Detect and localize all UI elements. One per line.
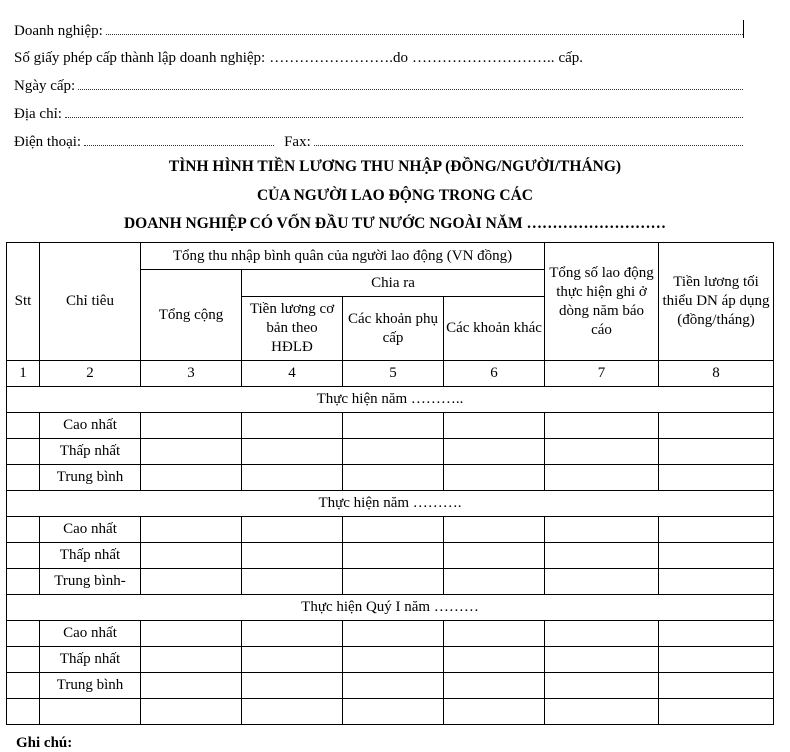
row-label: Cao nhất [40,621,141,647]
license-by-label: do [392,50,408,66]
date-label: Ngày cấp: [14,78,76,94]
cell[interactable] [242,465,343,491]
table-row [7,543,774,569]
company-label: Doanh nghiệp: [14,23,103,39]
cell[interactable] [545,465,659,491]
header-allowances: Các khoản phụ cấp [343,297,444,361]
cell[interactable] [545,569,659,595]
cell[interactable] [444,413,545,439]
cell[interactable] [545,439,659,465]
cell[interactable] [7,413,40,439]
col-number: 6 [444,361,545,387]
row-label: Thấp nhất [40,543,141,569]
cell[interactable] [242,673,343,699]
cell[interactable] [7,517,40,543]
cell[interactable] [242,439,343,465]
cell[interactable] [545,673,659,699]
cell[interactable] [343,621,444,647]
cell[interactable] [141,673,242,699]
col-number: 1 [7,361,40,387]
cell[interactable] [659,517,774,543]
cell[interactable] [343,699,444,725]
text-cursor [743,20,744,38]
date-line [14,73,745,95]
cell[interactable] [545,647,659,673]
cell[interactable] [7,439,40,465]
title-line-3: DOANH NGHIỆP CÓ VỐN ĐẦU TƯ NƯỚC NGOÀI NĂM ……………………… [123,215,667,232]
cell[interactable] [545,699,659,725]
cell[interactable] [141,517,242,543]
phone-label: Điện thoại: [14,134,82,150]
section-title: Thực hiện Quý I năm ……… [7,595,774,621]
table-row [7,647,774,673]
cell[interactable] [444,465,545,491]
footer-note-label: Ghi chú: [16,735,73,751]
header-min-wage: Tiền lương tối thiểu DN áp dụng (đồng/tháng) [659,243,774,361]
col-number: 3 [141,361,242,387]
income-table [6,242,774,725]
cell[interactable] [659,413,774,439]
table-row [7,465,774,491]
row-label: Thấp nhất [40,439,141,465]
address-line [14,101,745,123]
address-label: Địa chỉ: [14,106,62,122]
cell[interactable] [7,647,40,673]
cell[interactable] [242,517,343,543]
header-total-workers: Tổng số lao động thực hiện ghi ở dòng năm báo cáo [545,243,659,361]
cell[interactable] [659,647,774,673]
cell[interactable] [444,699,545,725]
license-by-field[interactable]: ……………………….. [411,50,555,66]
cell[interactable] [242,413,343,439]
table-row [7,673,774,699]
cell[interactable] [141,699,242,725]
license-issued-label: cấp. [558,50,584,66]
row-label: Cao nhất [40,517,141,543]
header-base-salary: Tiền lương cơ bản theo HĐLĐ [242,297,343,361]
fax-label: Fax: [284,134,311,150]
cell[interactable] [545,413,659,439]
cell[interactable] [343,647,444,673]
title-line-2: CỦA NGƯỜI LAO ĐỘNG TRONG CÁC [256,187,533,204]
table-row [7,413,774,439]
cell[interactable] [444,621,545,647]
cell[interactable] [141,647,242,673]
date-field[interactable] [78,88,743,90]
fax-field[interactable] [314,144,743,146]
col-number: 5 [343,361,444,387]
section-title: Thực hiện năm ………. [7,491,774,517]
cell[interactable] [545,543,659,569]
row-label: Cao nhất [40,413,141,439]
license-label: Số giấy phép cấp thành lập doanh nghiệp: [14,50,266,66]
company-line [14,18,745,40]
cell[interactable] [444,569,545,595]
cell[interactable] [343,413,444,439]
row-label: Trung bình [40,465,141,491]
phone-field[interactable] [84,144,274,146]
cell[interactable] [343,543,444,569]
cell[interactable] [444,673,545,699]
cell[interactable] [444,439,545,465]
table-row [7,569,774,595]
col-number: 8 [659,361,774,387]
phone-fax-line [14,129,745,151]
cell[interactable] [343,439,444,465]
cell[interactable] [242,699,343,725]
cell[interactable] [7,673,40,699]
address-field[interactable] [65,116,743,118]
table-row [7,699,774,725]
header-chiara: Chia ra [242,270,545,297]
column-number-row [7,361,774,387]
cell[interactable] [444,543,545,569]
header-tongcong: Tổng cộng [141,270,242,361]
cell[interactable] [659,621,774,647]
cell[interactable] [242,647,343,673]
cell[interactable] [141,465,242,491]
row-label: Thấp nhất [40,647,141,673]
header-income-group: Tổng thu nhập bình quân của người lao động (VN đồng) [141,243,545,270]
cell[interactable] [7,465,40,491]
header-chitieu: Chỉ tiêu [40,243,141,361]
cell[interactable] [659,465,774,491]
cell[interactable] [343,465,444,491]
cell[interactable] [7,569,40,595]
cell[interactable] [545,517,659,543]
cell[interactable] [659,439,774,465]
section-title: Thực hiện năm ……….. [7,387,774,413]
license-line [14,45,745,67]
col-number: 2 [40,361,141,387]
header-stt: Stt [7,243,40,361]
cell[interactable] [141,543,242,569]
cell[interactable] [659,543,774,569]
cell[interactable] [141,413,242,439]
cell[interactable] [444,517,545,543]
cell[interactable] [141,439,242,465]
cell[interactable] [242,543,343,569]
cell[interactable] [242,621,343,647]
cell[interactable] [343,569,444,595]
cell[interactable] [141,621,242,647]
table-row [7,517,774,543]
col-number: 4 [242,361,343,387]
table-row [7,621,774,647]
cell[interactable] [7,699,40,725]
license-number-field[interactable]: ……………………. [269,50,393,66]
cell[interactable] [444,647,545,673]
title-line-1: TÌNH HÌNH TIỀN LƯƠNG THU NHẬP (ĐỒNG/NGƯỜI/THÁNG) [168,158,622,175]
col-number: 7 [545,361,659,387]
cell[interactable] [659,673,774,699]
cell[interactable] [545,621,659,647]
company-field[interactable] [106,33,743,35]
cell[interactable] [7,543,40,569]
table-row [7,439,774,465]
cell[interactable] [242,569,343,595]
cell[interactable] [659,699,774,725]
cell[interactable] [343,673,444,699]
cell[interactable] [141,569,242,595]
header-other: Các khoản khác [444,297,545,361]
cell[interactable] [659,569,774,595]
cell[interactable] [343,517,444,543]
cell[interactable] [7,621,40,647]
row-label [40,699,141,725]
row-label: Trung bình- [40,569,141,595]
row-label: Trung bình [40,673,141,699]
